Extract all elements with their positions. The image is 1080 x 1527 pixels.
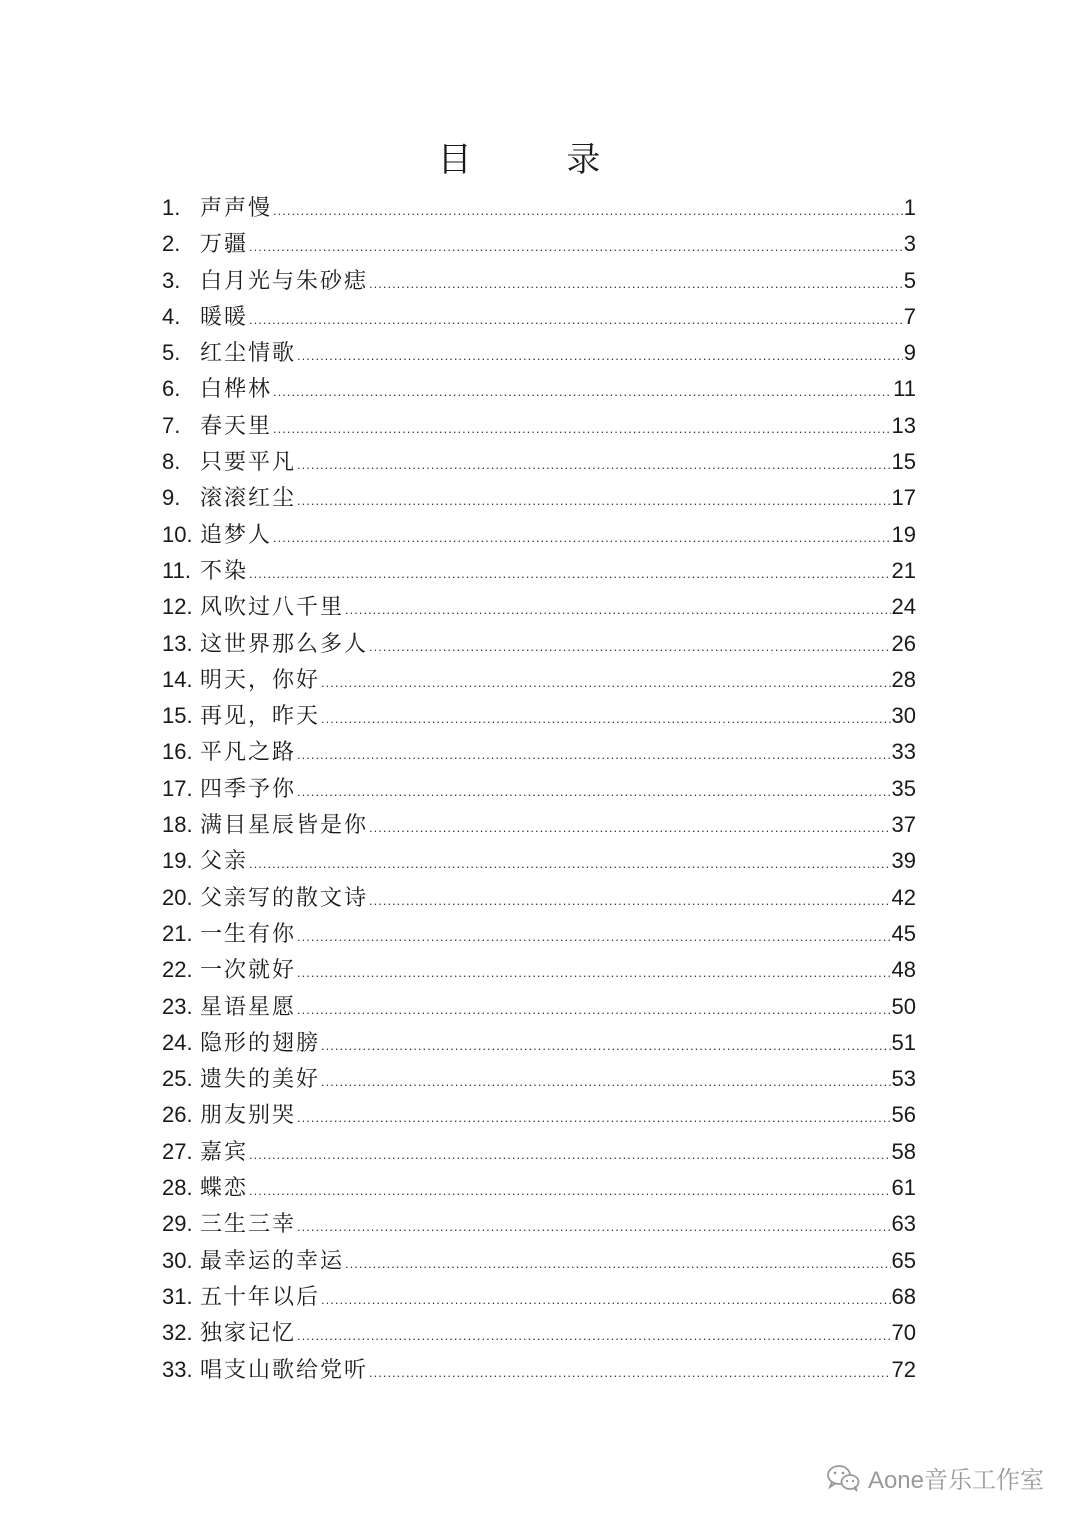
toc-entry[interactable]: [162, 916, 916, 952]
toc-dot-leader: [297, 955, 891, 991]
toc-dot-leader: [273, 520, 891, 556]
toc-entry-title: 朋友别哭: [200, 1103, 297, 1129]
toc-entry-page: 11: [893, 376, 916, 402]
toc-entry-title: 平凡之路: [200, 740, 297, 766]
toc-entry-page: 33: [891, 739, 916, 765]
toc-entry-page: 56: [891, 1102, 916, 1128]
toc-entry-page: 61: [891, 1175, 916, 1201]
toc-entry-number: 30.: [162, 1247, 193, 1273]
toc-entry-title: 滚滚红尘: [200, 486, 297, 512]
toc-entry[interactable]: [162, 226, 916, 262]
toc-entry-title: 四季予你: [200, 776, 297, 802]
toc-dot-leader: [249, 302, 903, 338]
toc-entry-title: 白月光与朱砂痣: [200, 268, 369, 294]
toc-entry-page: 35: [891, 775, 916, 801]
toc-entry-number: 14.: [162, 666, 193, 692]
toc-dot-leader: [273, 193, 903, 229]
toc-entry-number: 5.: [162, 340, 181, 366]
toc-entry-page: 72: [891, 1356, 916, 1382]
toc-entry[interactable]: [162, 698, 916, 734]
toc-dot-leader: [297, 483, 891, 519]
toc-entry-title: 唱支山歌给党听: [200, 1357, 369, 1383]
toc-entry[interactable]: [162, 1243, 916, 1279]
toc-entry-title: 五十年以后: [200, 1284, 321, 1310]
toc-entry-title: 明天，你好: [200, 667, 321, 693]
toc-entry-number: 6.: [162, 376, 181, 402]
toc-dot-leader: [369, 629, 891, 665]
toc-entry-title: 独家记忆: [200, 1321, 297, 1347]
toc-entry-number: 18.: [162, 812, 193, 838]
toc-entry-title: 万疆: [200, 232, 249, 258]
toc-entry-title: 风吹过八千里: [200, 595, 345, 621]
toc-entry[interactable]: [162, 190, 916, 226]
toc-entry[interactable]: [162, 1025, 916, 1061]
toc-entry-title: 满目星辰皆是你: [200, 813, 369, 839]
toc-entry-number: 23.: [162, 993, 193, 1019]
toc-entry[interactable]: [162, 843, 916, 879]
toc-entry-number: 22.: [162, 957, 193, 983]
toc-entry-number: 16.: [162, 739, 193, 765]
toc-entry-page: 17: [891, 485, 916, 511]
toc-entry-title: 最幸运的幸运: [200, 1248, 345, 1274]
toc-entry[interactable]: [162, 263, 916, 299]
watermark: [826, 1460, 1044, 1495]
toc-entry-page: 51: [891, 1029, 916, 1055]
toc-entry-title: 父亲写的散文诗: [200, 885, 369, 911]
toc-entry-page: 48: [891, 957, 916, 983]
toc-dot-leader: [345, 592, 891, 628]
toc-entry-title: 白桦林: [200, 377, 273, 403]
toc-entry-title: 一次就好: [200, 958, 297, 984]
toc-entry-page: 53: [891, 1066, 916, 1092]
toc-dot-leader: [297, 1318, 891, 1354]
watermark-text: Aone音乐工作室: [867, 1467, 1044, 1494]
toc-dot-leader: [345, 1246, 891, 1282]
toc-entry-number: 21.: [162, 920, 193, 946]
toc-entry-title: 春天里: [200, 413, 273, 439]
toc-entry-number: 24.: [162, 1029, 193, 1055]
toc-entry-page: 9: [903, 340, 916, 366]
toc-entry[interactable]: [162, 408, 916, 444]
toc-entry-number: 31.: [162, 1283, 193, 1309]
toc-dot-leader: [273, 374, 892, 410]
toc-dot-leader: [369, 810, 891, 846]
toc-entry-title: 一生有你: [200, 921, 297, 947]
toc-dot-leader: [321, 665, 891, 701]
toc-dot-leader: [297, 774, 891, 810]
toc-entry[interactable]: [162, 1061, 916, 1097]
toc-entry-title: 再见，昨天: [200, 704, 321, 730]
toc-entry-page: 15: [891, 449, 916, 475]
toc-entry[interactable]: [162, 662, 916, 698]
toc-dot-leader: [249, 846, 891, 882]
toc-entry-number: 26.: [162, 1102, 193, 1128]
toc-entry-page: 63: [891, 1211, 916, 1237]
toc-entry-page: 7: [903, 303, 916, 329]
toc-entry-title: 追梦人: [200, 522, 273, 548]
toc-entry-page: 28: [891, 666, 916, 692]
toc-entry-number: 25.: [162, 1066, 193, 1092]
toc-entry-title: 只要平凡: [200, 450, 297, 476]
toc-entry-number: 3.: [162, 267, 181, 293]
toc-entry-number: 12.: [162, 594, 193, 620]
toc-dot-leader: [297, 1100, 891, 1136]
toc-entry[interactable]: [162, 734, 916, 770]
toc-dot-leader: [297, 737, 891, 773]
toc-entry-number: 28.: [162, 1175, 193, 1201]
toc-entry-number: 32.: [162, 1320, 193, 1346]
toc-entry-number: 13.: [162, 630, 193, 656]
toc-entry[interactable]: [162, 771, 916, 807]
toc-entry-number: 29.: [162, 1211, 193, 1237]
toc-entry[interactable]: [162, 952, 916, 988]
toc-entry-page: 50: [891, 993, 916, 1019]
toc-entry[interactable]: [162, 807, 916, 843]
toc-entry-page: 26: [891, 630, 916, 656]
toc-entry-page: 5: [903, 267, 916, 293]
toc-entry-title: 父亲: [200, 849, 249, 875]
toc-entry-title: 暖暖: [200, 304, 249, 330]
toc-dot-leader: [297, 338, 903, 374]
toc-dot-leader: [321, 701, 891, 737]
toc-entry[interactable]: [162, 1279, 916, 1315]
toc-entry-number: 17.: [162, 775, 193, 801]
toc-dot-leader: [369, 1355, 891, 1391]
toc-entry-number: 1.: [162, 195, 181, 220]
toc-entry[interactable]: [162, 626, 916, 662]
toc-entry-title: 遗失的美好: [200, 1067, 321, 1093]
toc-dot-leader: [369, 883, 891, 919]
toc-entry-page: 3: [903, 231, 916, 257]
toc-entry-title: 嘉宾: [200, 1139, 249, 1165]
toc-entry-title: 蝶恋: [200, 1176, 249, 1202]
toc-dot-leader: [369, 266, 903, 302]
toc-entry-number: 9.: [162, 485, 181, 511]
toc-entry-number: 27.: [162, 1138, 193, 1164]
toc-entry-number: 11.: [162, 557, 191, 583]
toc-dot-leader: [321, 1064, 891, 1100]
toc-entry-number: 19.: [162, 848, 193, 874]
toc-entry-page: 21: [891, 557, 916, 583]
toc-entry[interactable]: [162, 553, 916, 589]
toc-entry-page: 58: [891, 1138, 916, 1164]
toc-entry-number: 7.: [162, 412, 181, 438]
toc-entry[interactable]: [162, 1170, 916, 1206]
toc-dot-leader: [321, 1028, 891, 1064]
toc-entry-title: 红尘情歌: [200, 341, 297, 367]
toc-entry-page: 24: [891, 594, 916, 620]
toc-entry-page: 42: [891, 884, 916, 910]
toc-entry-page: 39: [891, 848, 916, 874]
toc-dot-leader: [297, 447, 891, 483]
toc-entry-page: 70: [891, 1320, 916, 1346]
toc-entry-number: 20.: [162, 884, 193, 910]
toc-entry-page: 68: [891, 1283, 916, 1309]
toc-entry-page: 30: [891, 703, 916, 729]
toc-entry-number: 10.: [162, 521, 193, 547]
toc-entry[interactable]: [162, 589, 916, 625]
toc-entry-title: 这世界那么多人: [200, 631, 369, 657]
toc-entry-title: 星语星愿: [200, 994, 297, 1020]
toc-dot-leader: [249, 556, 891, 592]
toc-entry-title: 三生三幸: [200, 1212, 297, 1238]
toc-entry[interactable]: [162, 480, 916, 516]
toc-entry[interactable]: [162, 517, 916, 553]
toc-dot-leader: [249, 229, 903, 265]
toc-entry[interactable]: [162, 335, 916, 371]
toc-entry[interactable]: [162, 880, 916, 916]
toc-entry[interactable]: [162, 1352, 916, 1388]
toc-entry-number: 8.: [162, 449, 181, 475]
toc-entry[interactable]: [162, 1206, 916, 1242]
toc-dot-leader: [297, 992, 891, 1028]
toc-entry-page: 19: [891, 521, 916, 547]
toc-entry[interactable]: [162, 299, 916, 335]
toc-entry[interactable]: [162, 1097, 916, 1133]
toc-dot-leader: [297, 1209, 891, 1245]
toc-dot-leader: [249, 1173, 891, 1209]
toc-entry[interactable]: [162, 371, 916, 407]
toc-entry[interactable]: [162, 1134, 916, 1170]
toc-entry-number: 15.: [162, 703, 193, 729]
toc-entry[interactable]: [162, 444, 916, 480]
page-title: 目 录: [437, 140, 643, 180]
toc-entry[interactable]: [162, 1315, 916, 1351]
toc-entry-title: 不染: [200, 558, 249, 584]
toc-dot-leader: [249, 1137, 891, 1173]
toc-entry[interactable]: [162, 989, 916, 1025]
toc-entry-number: 4.: [162, 303, 181, 329]
toc-dot-leader: [321, 1282, 891, 1318]
toc-entry-number: 33.: [162, 1356, 193, 1382]
toc-entry-title: 隐形的翅膀: [200, 1030, 321, 1056]
toc-entry-page: 45: [891, 920, 916, 946]
toc-entry-page: 65: [891, 1247, 916, 1273]
toc-entry-number: 2.: [162, 231, 181, 257]
toc-dot-leader: [297, 919, 891, 955]
toc-entry-page: 13: [891, 412, 916, 438]
toc-entry-page: 37: [891, 812, 916, 838]
wechat-icon: [826, 1464, 860, 1492]
toc-dot-leader: [273, 411, 891, 447]
table-of-contents: [162, 190, 916, 1388]
toc-entry-title: 声声慢: [200, 196, 273, 221]
toc-entry-page: 1: [903, 195, 916, 220]
